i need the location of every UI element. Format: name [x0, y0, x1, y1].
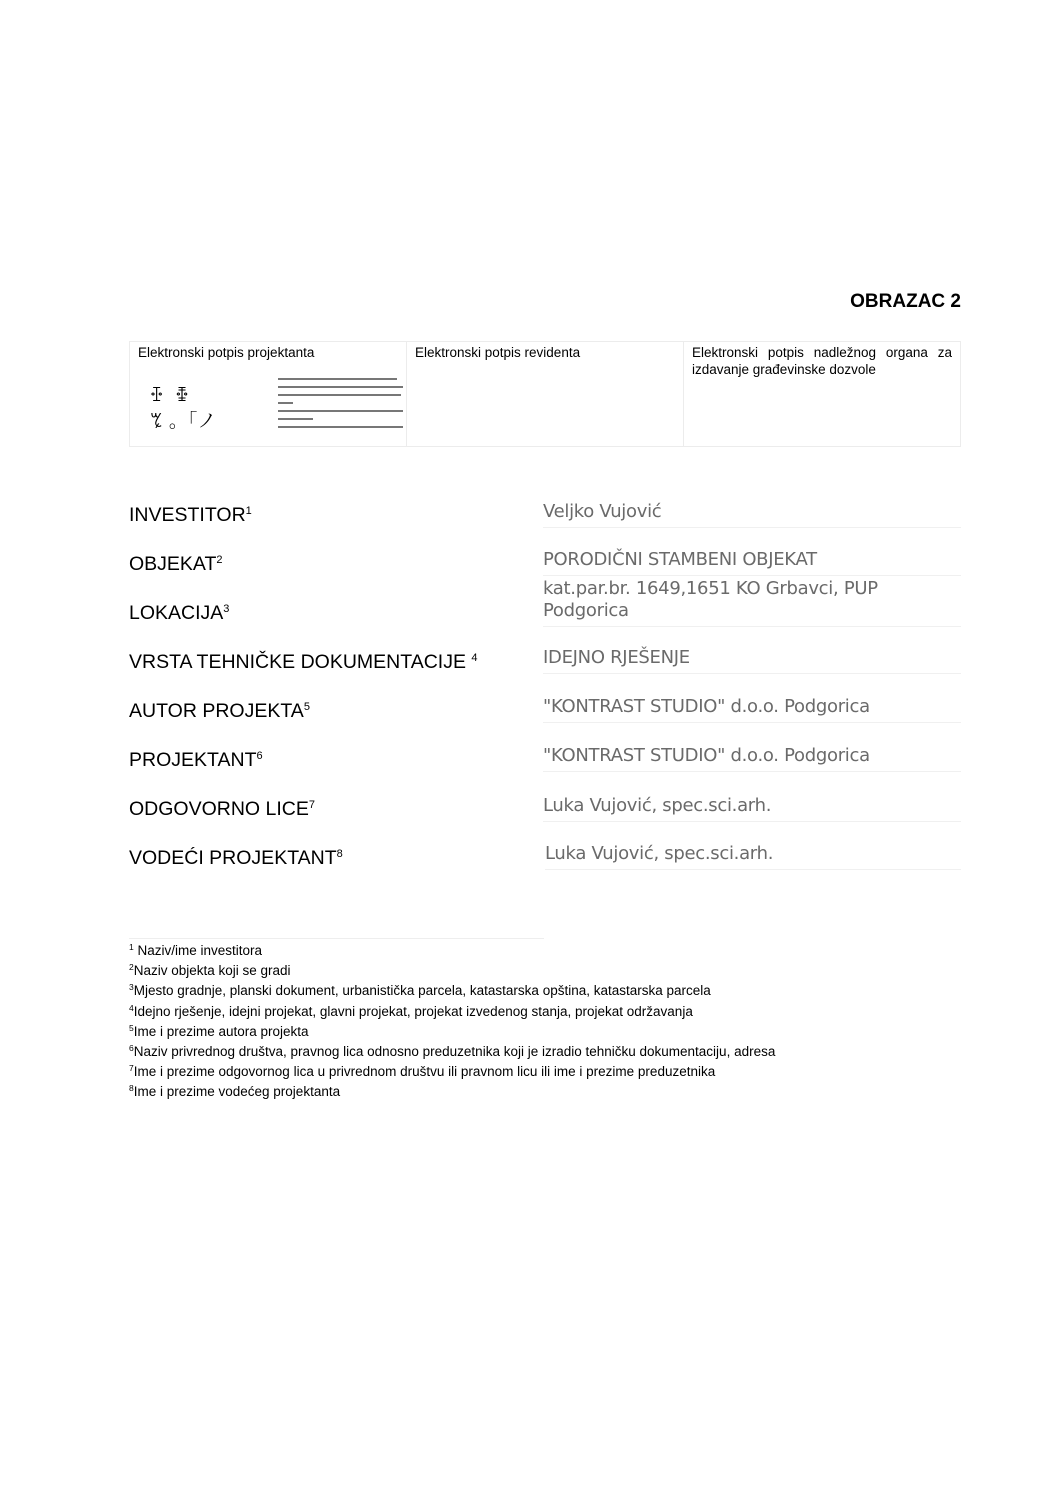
signature-glyph-line: ꔂ 。「ノ — [150, 410, 217, 432]
footnotes — [129, 939, 849, 1101]
signature-cell-label: Elektronski potpis projektanta — [138, 345, 315, 360]
footnote: $^1$ Naziv/ime investitora — [129, 942, 263, 958]
field-value-odgovorno-lice: Luka Vujović, spec.sci.arh. — [543, 795, 961, 822]
field-label-vrsta-dokumentacije: VRSTA TEHNIČKE DOKUMENTACIJE $^4$ — [129, 651, 478, 673]
signature-glyph-line: ꔀ ꔁ — [150, 384, 189, 406]
footnote: $^3$Mjesto gradnje, planski dokument, urbanistička parcela, katastarska opština, katastarska parcela — [129, 982, 711, 999]
field-label-vodeci-projektant: VODEĆI PROJEKTANT$^8$ — [129, 847, 343, 869]
field-label-projektant: PROJEKTANT$^6$ — [129, 749, 263, 771]
field-value-lokacija: kat.par.br. 1649,1651 KO Grbavci, PUP Podgorica — [543, 578, 961, 627]
electronic-signature-image — [130, 370, 406, 446]
footnote: $^6$Naziv privrednog društva, pravnog lica odnosno preduzetnika koji je izradio tehničku dokumentaciju, adresa — [129, 1043, 776, 1060]
signature-cell-designer — [130, 342, 407, 446]
field-value-investitor: Veljko Vujović — [543, 501, 961, 528]
signature-glyphs — [150, 382, 216, 434]
signature-certificate-text — [278, 378, 403, 434]
field-label-investitor: INVESTITOR$^1$ — [129, 504, 252, 526]
signature-cell-label: Elektronski potpis revidenta — [415, 345, 581, 360]
footnote: $^4$Idejno rješenje, idejni projekat, glavni projekat, projekat izvedenog stanja, projekat održavanja — [129, 1002, 693, 1019]
field-value-autor-projekta: "KONTRAST STUDIO" d.o.o. Podgorica — [543, 696, 961, 723]
field-label-objekat: OBJEKAT$^2$ — [129, 553, 223, 575]
form-title: OBRAZAC 2 — [850, 291, 961, 312]
footnote: $^5$Ime i prezime autora projekta — [129, 1022, 309, 1039]
field-value-vodeci-projektant: Luka Vujović, spec.sci.arh. — [545, 843, 961, 870]
signature-cell-reviewer — [407, 342, 684, 446]
footnote: $^2$Naziv objekta koji se gradi — [129, 962, 291, 979]
signature-cell-authority — [684, 342, 960, 446]
field-value-projektant: "KONTRAST STUDIO" d.o.o. Podgorica — [543, 745, 961, 772]
signature-table — [129, 341, 961, 447]
field-value-vrsta-dokumentacije: IDEJNO RJEŠENJE — [543, 647, 961, 674]
footnote: $^7$Ime i prezime odgovornog lica u privrednom društvu ili pravnom licu ili ime i prezime preduzetnika — [129, 1063, 716, 1080]
footnote: $^8$Ime i prezime vodećeg projektanta — [129, 1083, 341, 1100]
signature-cell-label: Elektronski potpis nadležnog organa za izdavanje građevinske dozvole — [692, 345, 952, 377]
field-label-odgovorno-lice: ODGOVORNO LICE$^7$ — [129, 798, 315, 820]
field-value-objekat: PORODIČNI STAMBENI OBJEKAT — [543, 549, 961, 576]
field-label-lokacija: LOKACIJA$^3$ — [129, 602, 230, 624]
field-label-autor-projekta: AUTOR PROJEKTA$^5$ — [129, 700, 310, 722]
